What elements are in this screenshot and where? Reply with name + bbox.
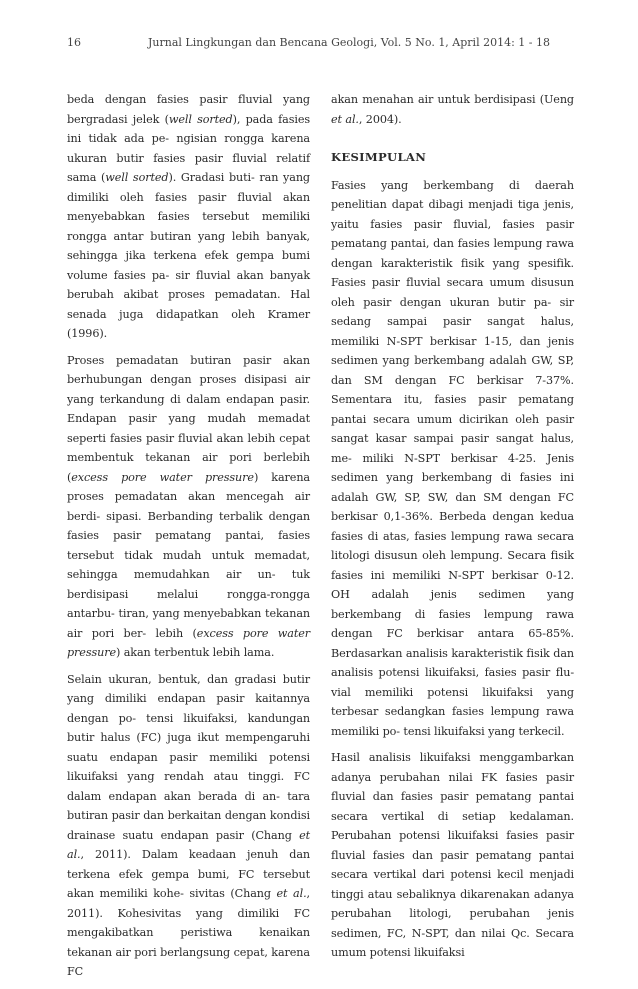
paragraph: beda dengan fasies pasir fluvial yang bergradasi jelek (well sorted), pada fasies ini tidak ada pe- ngisian rongga karena ukuran butir fasies pasir fluvial relatif sama (well sorted). Gradasi buti- ran yang dimiliki oleh fasies pasir fluvial akan menyebabkan fasies tersebut memiliki rongga antar butiran yang lebih banyak, sehingga jika terkena efek gempa bumi volume fasies pa- sir fluvial akan banyak berubah akibat proses pemadatan. Hal senada juga didapatkan oleh Kramer (1996).	[67, 93, 310, 340]
italic-term: well sorted	[105, 171, 169, 184]
paragraph: Fasies yang berkembang di daerah penelitian dapat dibagi menjadi tiga jenis, yaitu fasies pasir fluvial, fasies pasir pematang pantai, dan fasies lempung rawa dengan karakteristik fisik yang spesifik. Fasies pasir fluvial secara umum disusun oleh pasir dengan ukuran butir pa- sir sedang sampai pasir sangat halus, memiliki N-SPT berkisar 1-15, dan jenis sedimen yang berkembang adalah GW, SP, dan SM dengan FC berkisar 7-37%. Sementara itu, fasies pasir pematang pantai secara umum dicirikan oleh pasir sangat kasar sampai pasir sangat halus, me- miliki N-SPT berkisar 4-25. Jenis sedimen yang berkembang di fasies ini adalah GW, SP, SW, dan SM dengan FC berkisar 0,1-36%. Berbeda dengan kedua fasies di atas, fasies lempung rawa secara litologi disusun oleh lempung. Secara fisik fasies ini memiliki N-SPT berkisar 0-12. OH adalah jenis sedimen yang berkembang di fasies lempung rawa dengan FC berkisar antara 65-85%. Berdasarkan analisis karakteristik fisik dan analisis potensi likuifaksi, fasies pasir flu- vial memiliki potensi likuifaksi yang terbesar sedangkan fasies lempung rawa memiliki po- tensi likuifaksi yang terkecil.	[331, 178, 574, 738]
italic-term: et al.	[331, 112, 359, 126]
running-header	[67, 36, 577, 52]
paragraph: Proses pemadatan butiran pasir akan berhubungan dengan proses disipasi air yang terkandung di dalam endapan pasir. Endapan pasir yang mudah memadat seperti fasies pasir fluvial akan lebih cepat membentuk tekanan air pori berlebih (excess pore water pressure) karena proses pemadatan akan mencegah air berdi- sipasi. Berbanding terbalik dengan fasies pasir pematang pantai, fasies tersebut tidak mudah untuk memadat, sehingga memudahkan air un- tuk berdisipasi melalui rongga-rongga antarbu- tiran, yang menyebabkan tekanan air pori ber- lebih (excess pore water pressure) akan terbentuk lebih lama.	[67, 353, 310, 659]
page-number: 16	[67, 36, 81, 49]
italic-term: et al.	[67, 828, 310, 861]
paragraph: Hasil analisis likuifaksi menggambarkan adanya perubahan nilai FK fasies pasir fluvial dan fasies pasir pematang pantai secara vertikal di setiap kedalaman. Perubahan potensi likuifaksi fasies pasir fluvial fasies dan pasir pematang pantai secara vertikal dari potensi kecil menjadi tinggi atau sebaliknya dikarenakan adanya perubahan litologi, perubahan jenis sedimen, FC, N-SPT, dan nilai Qc. Secara umum potensi likuifaksi	[331, 751, 574, 959]
paragraph: Selain ukuran, bentuk, dan gradasi butir yang dimiliki endapan pasir kaitannya dengan po- tensi likuifaksi, kandungan butir halus (FC) juga ikut mempengaruhi suatu endapan pasir memiliki potensi likuifaksi yang rendah atau tinggi. FC dalam endapan akan berada di an- tara butiran pasir dan berkaitan dengan kondisi drainase suatu endapan pasir (Chang et al., 2011). Dalam keadaan jenuh dan terkena efek gempa bumi, FC tersebut akan memiliki kohe- sivitas (Chang et al., 2011). Kohesivitas yang dimiliki FC mengakibatkan peristiwa kenaikan tekanan air pori berlangsung cepat, karena FC	[67, 672, 310, 978]
left-column	[67, 90, 310, 989]
paragraph: akan menahan air untuk berdisipasi (Ueng et al., 2004).	[331, 93, 574, 126]
italic-term: et al.	[276, 887, 307, 900]
section-heading: KESIMPULAN	[331, 150, 427, 164]
italic-term: well sorted	[168, 112, 233, 126]
italic-term: excess pore water pressure	[71, 470, 254, 484]
journal-citation: Jurnal Lingkungan dan Bencana Geologi, Vol. 5 No. 1, April 2014: 1 - 18	[148, 36, 550, 49]
right-column	[331, 90, 574, 970]
italic-term: excess pore water pressure	[67, 626, 310, 659]
